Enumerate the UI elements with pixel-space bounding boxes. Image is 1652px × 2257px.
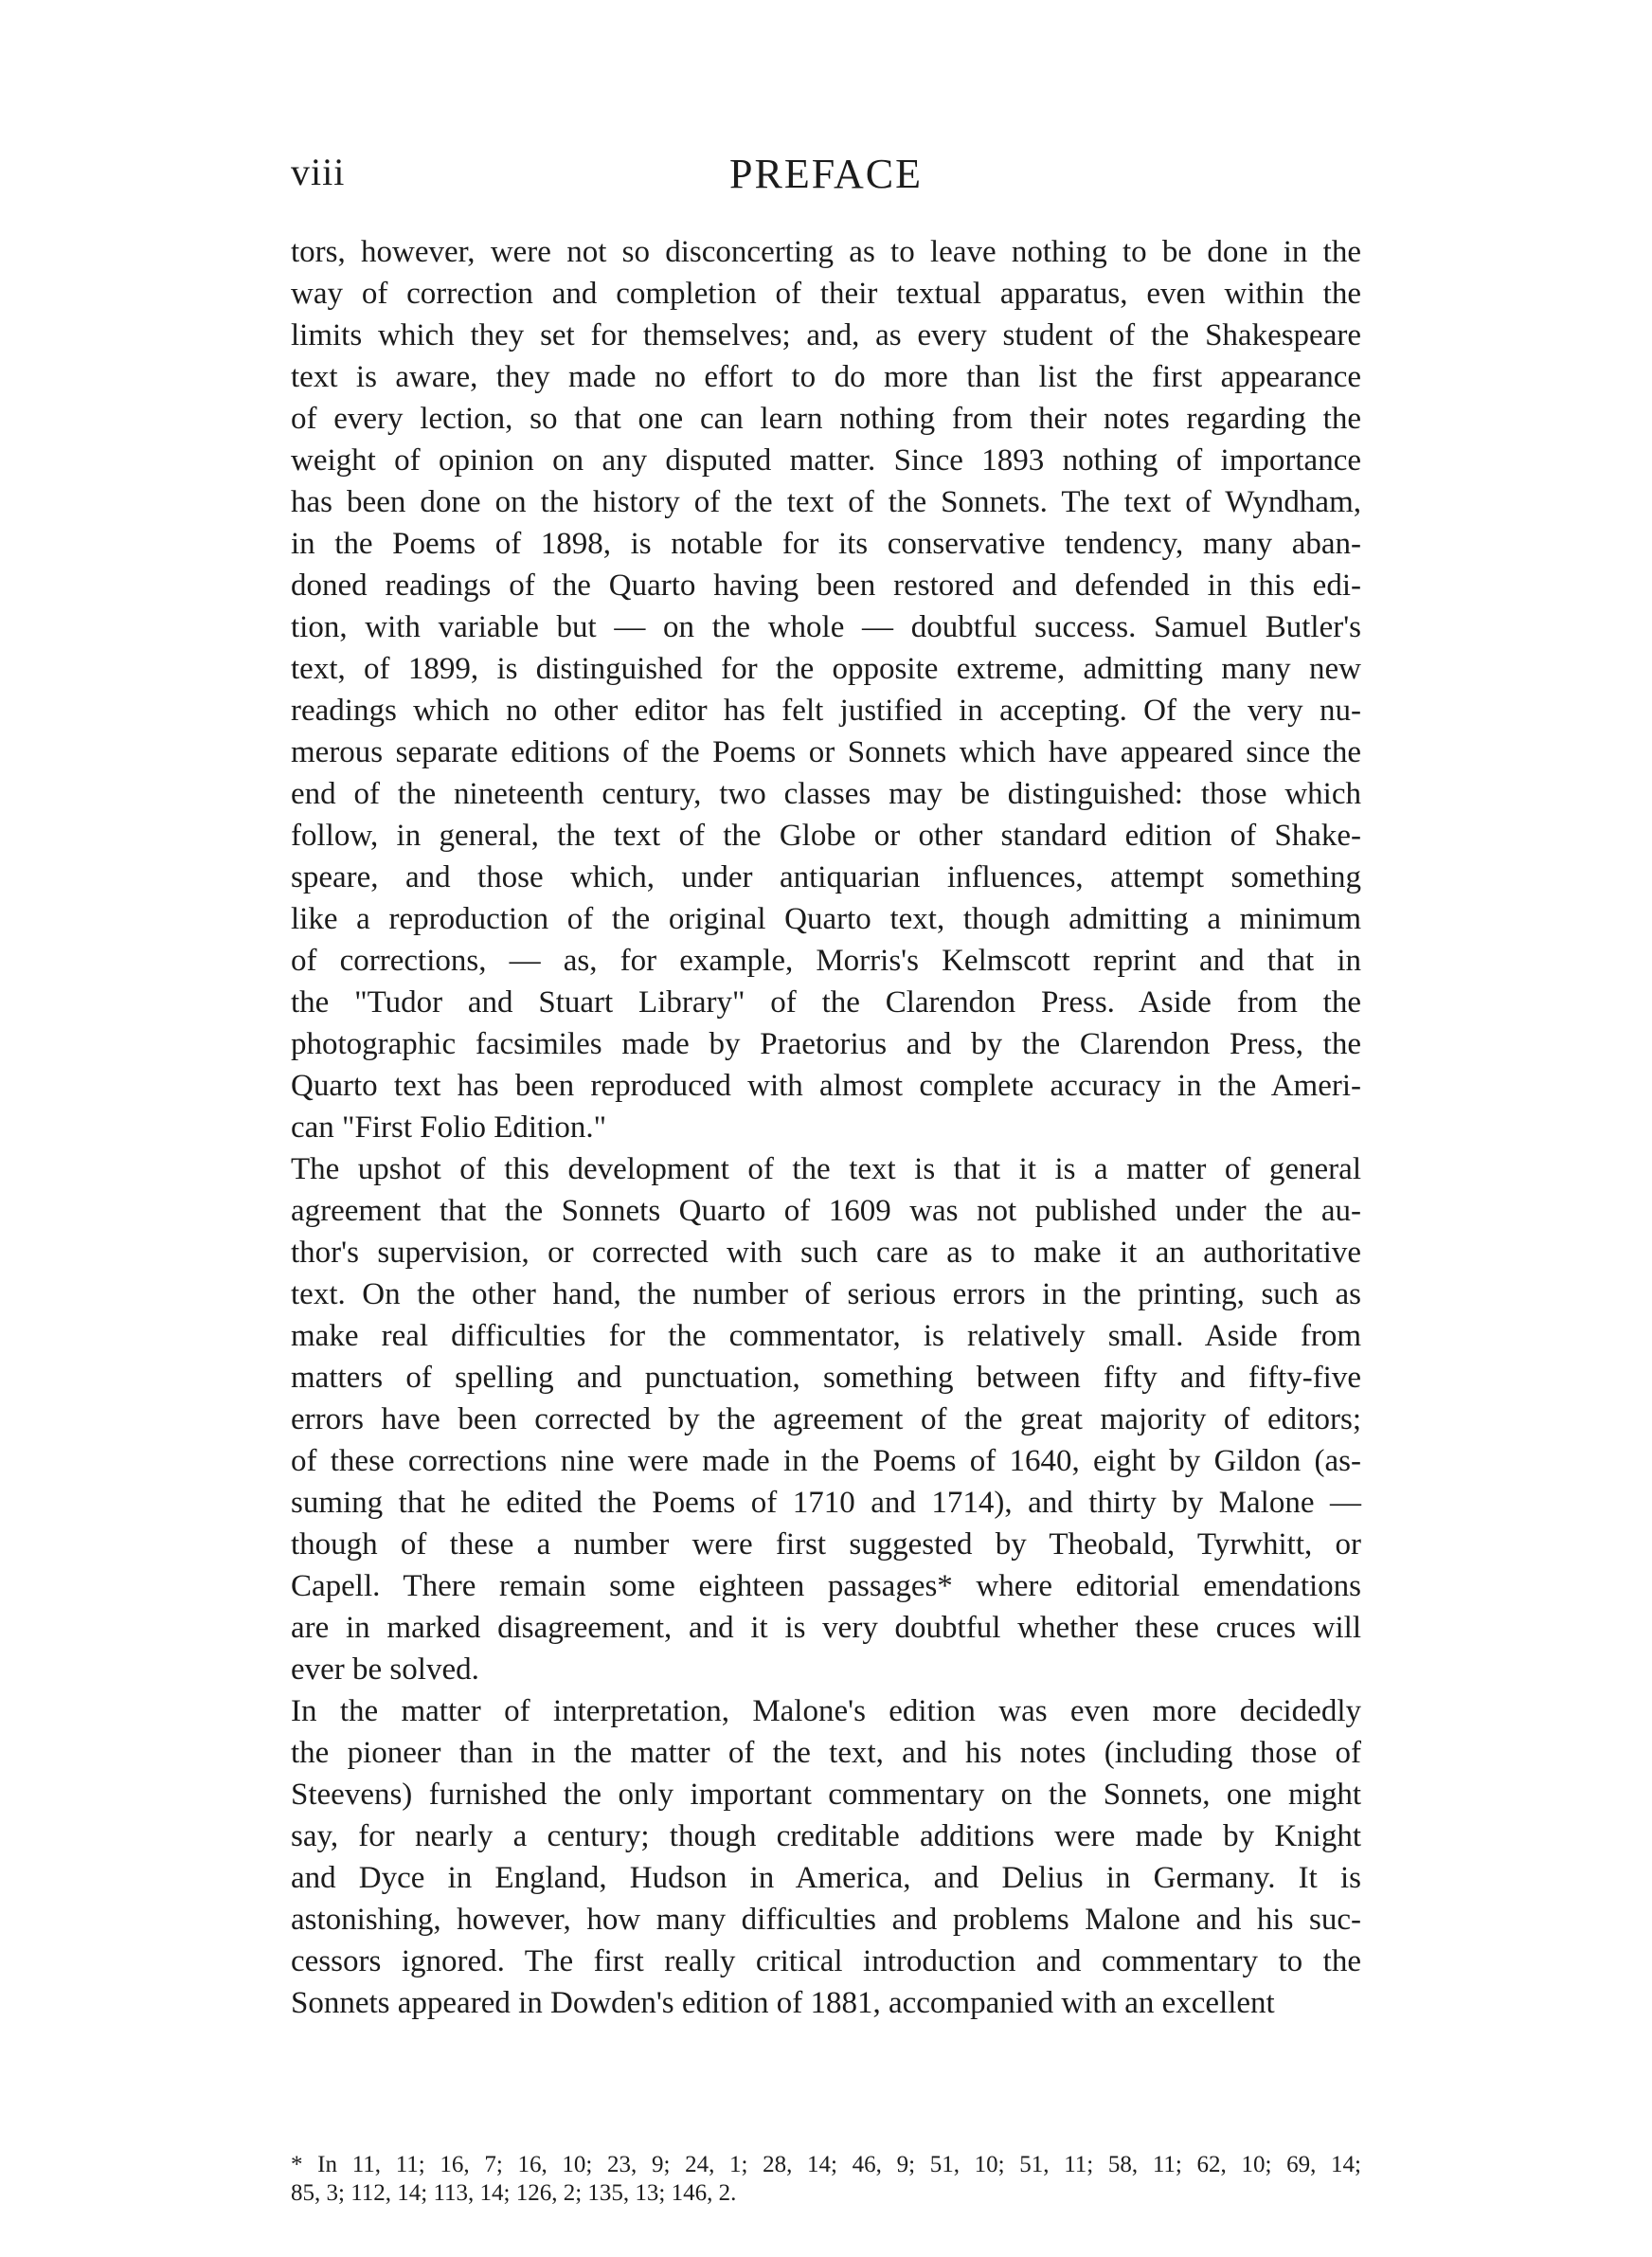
text-line: though of these a number were first suggested by Theobald, Tyrwhitt, or bbox=[291, 1527, 1361, 1562]
page-header bbox=[291, 150, 1361, 207]
text-line: tion, with variable but — on the whole — doubtful success. Samuel Butler's bbox=[291, 610, 1361, 644]
text-line: errors have been corrected by the agreement of the great majority of editors; bbox=[291, 1402, 1361, 1436]
text-line: end of the nineteenth century, two classes may be distinguished: those which bbox=[291, 777, 1361, 811]
text-line: agreement that the Sonnets Quarto of 1609 was not published under the au- bbox=[291, 1194, 1361, 1228]
text-line: of these corrections nine were made in the Poems of 1640, eight by Gildon (as- bbox=[291, 1444, 1361, 1478]
text-line: weight of opinion on any disputed matter. Since 1893 nothing of importance bbox=[291, 443, 1361, 478]
text-line: tors, however, were not so disconcerting as to leave nothing to be done in the bbox=[291, 235, 1361, 269]
text-line: astonishing, however, how many difficulties and problems Malone and his suc- bbox=[291, 1903, 1361, 1937]
text-line: say, for nearly a century; though creditable additions were made by Knight bbox=[291, 1819, 1361, 1853]
text-line: merous separate editions of the Poems or Sonnets which have appeared since the bbox=[291, 735, 1361, 769]
footnote bbox=[291, 2151, 1361, 2208]
text-line: of corrections, — as, for example, Morris's Kelmscott reprint and that in bbox=[291, 944, 1361, 978]
text-line: like a reproduction of the original Quarto text, though admitting a minimum bbox=[291, 902, 1361, 936]
text-line: make real difficulties for the commentator, is relatively small. Aside from bbox=[291, 1319, 1361, 1353]
text-line: follow, in general, the text of the Globe or other standard edition of Shake- bbox=[291, 819, 1361, 853]
text-line: in the Poems of 1898, is notable for its conservative tendency, many aban- bbox=[291, 527, 1361, 561]
text-line: thor's supervision, or corrected with such care as to make it an authoritative bbox=[291, 1236, 1361, 1270]
text-line: the "Tudor and Stuart Library" of the Clarendon Press. Aside from the bbox=[291, 985, 1361, 1020]
text-line: matters of spelling and punctuation, something between fifty and fifty-five bbox=[291, 1361, 1361, 1395]
text-line: way of correction and completion of their textual apparatus, even within the bbox=[291, 277, 1361, 311]
text-line: Capell. There remain some eighteen passages* where editorial emendations bbox=[291, 1569, 1361, 1603]
text-line: The upshot of this development of the text is that it is a matter of general bbox=[291, 1152, 1361, 1186]
text-line: can "First Folio Edition." bbox=[291, 1110, 607, 1145]
text-line: In the matter of interpretation, Malone's edition was even more decidedly bbox=[291, 1694, 1361, 1728]
text-line: the pioneer than in the matter of the text, and his notes (including those of bbox=[291, 1736, 1361, 1770]
text-line: suming that he edited the Poems of 1710 and 1714), and thirty by Malone — bbox=[291, 1486, 1361, 1520]
text-line: readings which no other editor has felt justified in accepting. Of the very nu- bbox=[291, 694, 1361, 728]
text-line: of every lection, so that one can learn nothing from their notes regarding the bbox=[291, 402, 1361, 436]
text-line: text, of 1899, is distinguished for the opposite extreme, admitting many new bbox=[291, 652, 1361, 686]
text-line: limits which they set for themselves; and, as every student of the Shakespeare bbox=[291, 318, 1361, 352]
text-line: doned readings of the Quarto having been restored and defended in this edi- bbox=[291, 569, 1361, 603]
footnote-line: * In 11, 11; 16, 7; 16, 10; 23, 9; 24, 1; 28, 14; 46, 9; 51, 10; 51, 11; 58, 11; 62, 10; 69, 14; bbox=[291, 2152, 1361, 2177]
body-text bbox=[291, 231, 1361, 2024]
text-line: photographic facsimiles made by Praetorius and by the Clarendon Press, the bbox=[291, 1027, 1361, 1061]
text-line: and Dyce in England, Hudson in America, and Delius in Germany. It is bbox=[291, 1861, 1361, 1895]
text-line: has been done on the history of the text of the Sonnets. The text of Wyndham, bbox=[291, 485, 1361, 519]
text-line: speare, and those which, under antiquarian influences, attempt something bbox=[291, 860, 1361, 894]
text-line: cessors ignored. The first really critical introduction and commentary to the bbox=[291, 1944, 1361, 1978]
page-number: viii bbox=[291, 151, 346, 193]
text-line: text. On the other hand, the number of serious errors in the printing, such as bbox=[291, 1277, 1361, 1311]
text-line: text is aware, they made no effort to do more than list the first appearance bbox=[291, 360, 1361, 394]
text-line: Sonnets appeared in Dowden's edition of 1881, accompanied with an excellent bbox=[291, 1986, 1275, 2020]
running-head: PREFACE bbox=[729, 151, 923, 197]
footnote-line: 85, 3; 112, 14; 113, 14; 126, 2; 135, 13; 146, 2. bbox=[291, 2180, 737, 2206]
text-line: ever be solved. bbox=[291, 1652, 479, 1687]
text-line: Steevens) furnished the only important commentary on the Sonnets, one might bbox=[291, 1778, 1361, 1812]
text-line: are in marked disagreement, and it is very doubtful whether these cruces will bbox=[291, 1611, 1361, 1645]
text-line: Quarto text has been reproduced with almost complete accuracy in the Ameri- bbox=[291, 1069, 1361, 1103]
